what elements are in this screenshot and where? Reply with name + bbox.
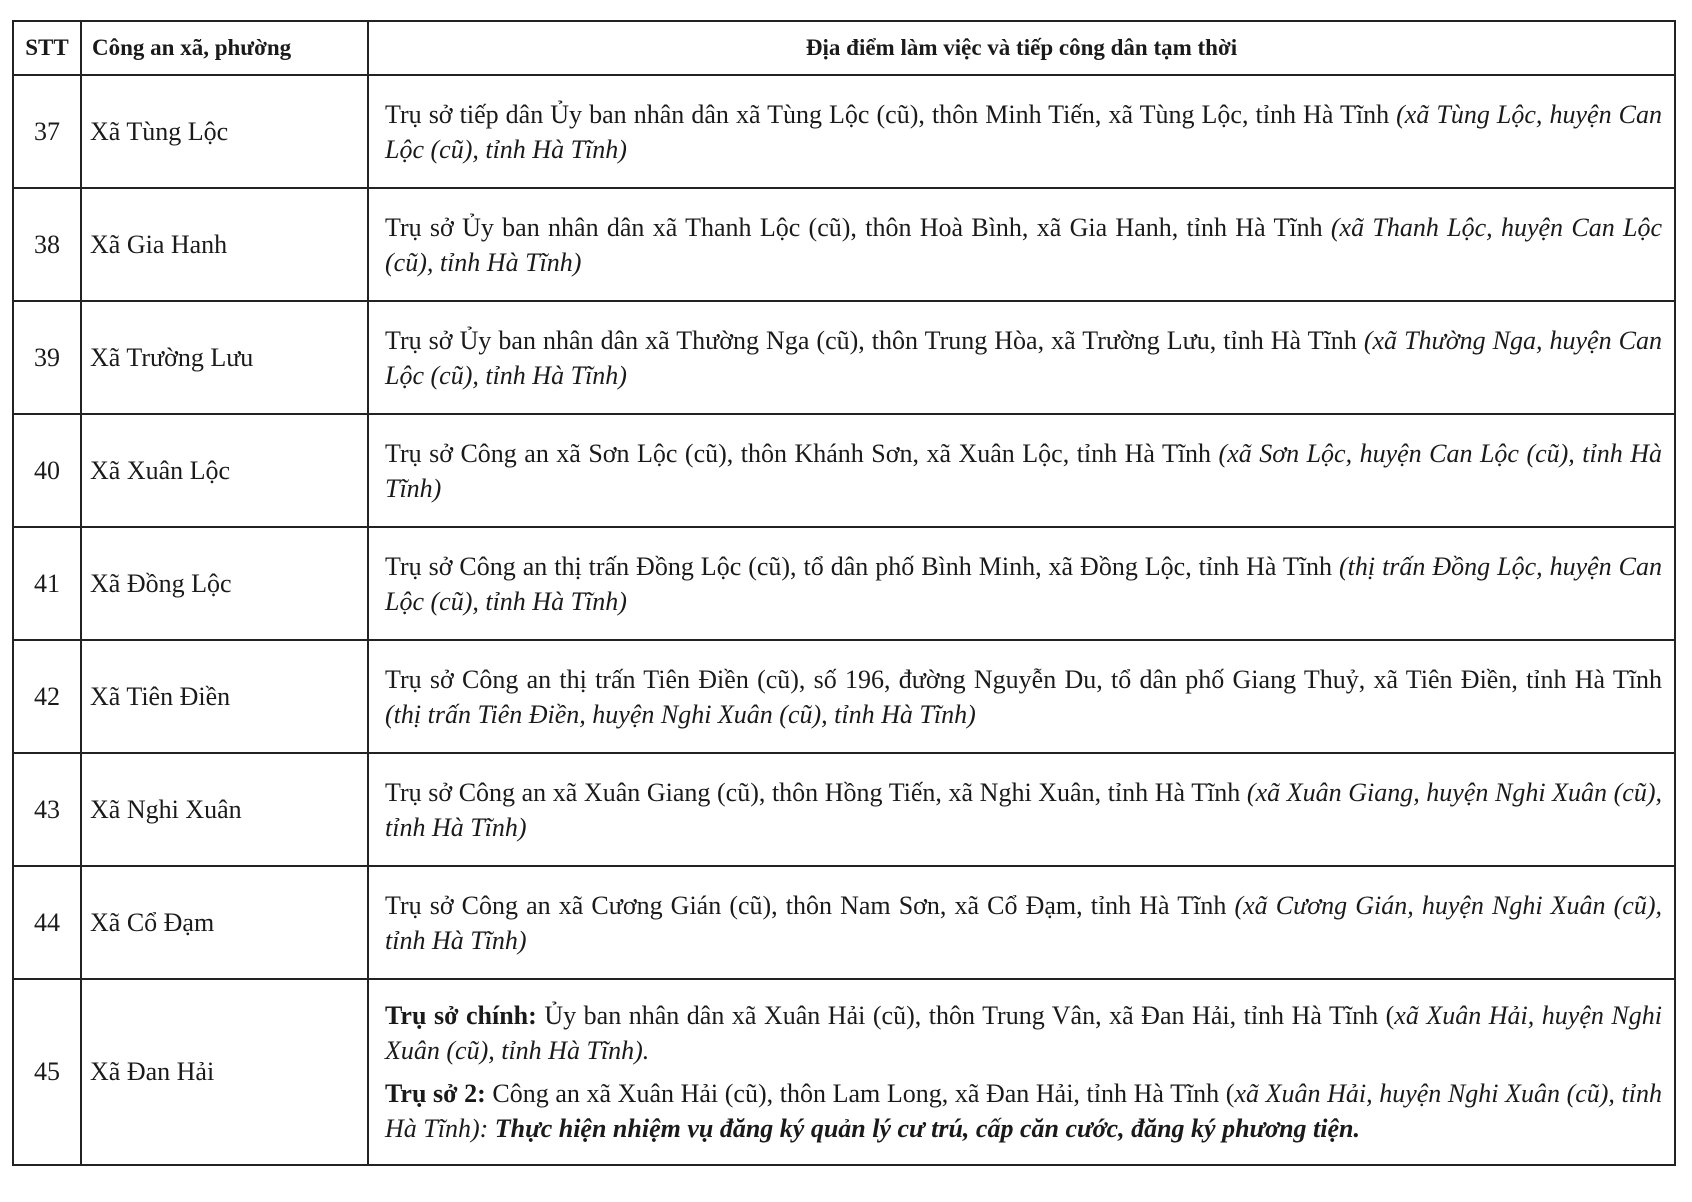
row-stt: 44 [13,866,81,979]
second-office-task: Thực hiện nhiệm vụ đăng ký quản lý cư trú, cấp căn cước, đăng ký phương tiện. [494,1114,1360,1143]
main-office-text: Ủy ban nhân dân xã Xuân Hải (cũ), thôn Trung Vân, xã Đan Hải, tỉnh Hà Tĩnh ( [536,1001,1395,1030]
second-office-text: Công an xã Xuân Hải (cũ), thôn Lam Long, xã Đan Hải, tỉnh Hà Tĩnh ( [485,1079,1235,1108]
address-note: (xã Xuân Giang, huyện Nghi Xuân (cũ), tỉnh Hà Tĩnh) [385,777,1662,842]
row-address [368,753,1675,866]
header-stt: STT [13,21,81,75]
second-office-note: xã Xuân Hải, huyện Nghi Xuân (cũ), tỉnh Hà Tĩnh): [385,1079,1662,1143]
table-header-row [13,21,1675,75]
second-office-label: Trụ sở 2: [385,1079,486,1108]
address-note: (xã Tùng Lộc, huyện Can Lộc (cũ), tỉnh Hà Tĩnh) [385,99,1662,164]
main-office-label: Trụ sở chính: [385,1001,537,1030]
row-unit: Xã Đan Hải [81,979,368,1165]
table-row [13,527,1675,640]
table-row [13,75,1675,188]
address-note: (xã Sơn Lộc, huyện Can Lộc (cũ), tỉnh Hà Tĩnh) [385,438,1662,503]
main-office-note: xã Xuân Hải, huyện Nghi Xuân (cũ), tỉnh Hà Tĩnh). [385,1001,1662,1065]
row-stt: 42 [13,640,81,753]
row-stt: 40 [13,414,81,527]
address-main: Trụ sở Công an xã Cương Gián (cũ), thôn Nam Sơn, xã Cổ Đạm, tỉnh Hà Tĩnh [385,890,1235,920]
row-unit: Xã Gia Hanh [81,188,368,301]
table-row [13,640,1675,753]
row-address [368,640,1675,753]
address-note: (thị trấn Tiên Điền, huyện Nghi Xuân (cũ), tỉnh Hà Tĩnh) [385,699,976,729]
row-stt: 43 [13,753,81,866]
police-location-table [12,20,1676,1166]
address-main: Trụ sở Công an xã Xuân Giang (cũ), thôn Hồng Tiến, xã Nghi Xuân, tỉnh Hà Tĩnh [385,777,1247,807]
row-unit: Xã Đồng Lộc [81,527,368,640]
address-note: (xã Thường Nga, huyện Can Lộc (cũ), tỉnh Hà Tĩnh) [385,325,1662,390]
main-office-paragraph [385,998,1662,1068]
row-address [368,414,1675,527]
row-unit: Xã Cổ Đạm [81,866,368,979]
table-row [13,979,1675,1165]
address-main: Trụ sở Công an xã Sơn Lộc (cũ), thôn Khánh Sơn, xã Xuân Lộc, tỉnh Hà Tĩnh [385,438,1219,468]
header-location: Địa điểm làm việc và tiếp công dân tạm thời [368,21,1675,75]
table-row [13,188,1675,301]
row-unit: Xã Tùng Lộc [81,75,368,188]
address-note: (thị trấn Đồng Lộc, huyện Can Lộc (cũ), tỉnh Hà Tĩnh) [385,551,1662,616]
address-main: Trụ sở tiếp dân Ủy ban nhân dân xã Tùng Lộc (cũ), thôn Minh Tiến, xã Tùng Lộc, tỉnh Hà Tĩnh [385,99,1397,129]
address-main: Trụ sở Công an thị trấn Tiên Điền (cũ), số 196, đường Nguyễn Du, tổ dân phố Giang Thuỷ, xã Tiên Điền, tỉnh Hà Tĩnh [385,664,1662,694]
address-note: (xã Thanh Lộc, huyện Can Lộc (cũ), tỉnh Hà Tĩnh) [385,212,1663,277]
address-main: Trụ sở Ủy ban nhân dân xã Thường Nga (cũ), thôn Trung Hòa, xã Trường Lưu, tỉnh Hà Tĩnh [385,325,1364,355]
table-row [13,301,1675,414]
row-stt: 45 [13,979,81,1165]
row-address [368,75,1675,188]
address-main: Trụ sở Ủy ban nhân dân xã Thanh Lộc (cũ), thôn Hoà Bình, xã Gia Hanh, tỉnh Hà Tĩnh [385,212,1331,242]
row-unit: Xã Nghi Xuân [81,753,368,866]
second-office-paragraph [385,1076,1662,1146]
row-address [368,301,1675,414]
table-row [13,414,1675,527]
row-stt: 41 [13,527,81,640]
address-main: Trụ sở Công an thị trấn Đồng Lộc (cũ), tổ dân phố Bình Minh, xã Đồng Lộc, tỉnh Hà Tĩnh [385,551,1339,581]
row-address [368,188,1675,301]
table-row [13,753,1675,866]
header-unit: Công an xã, phường [81,21,368,75]
row-address [368,527,1675,640]
row-address [368,866,1675,979]
row-stt: 37 [13,75,81,188]
row-unit: Xã Trường Lưu [81,301,368,414]
table-row [13,866,1675,979]
row-unit: Xã Xuân Lộc [81,414,368,527]
row-address [368,979,1675,1165]
row-unit: Xã Tiên Điền [81,640,368,753]
row-stt: 39 [13,301,81,414]
address-note: (xã Cương Gián, huyện Nghi Xuân (cũ), tỉnh Hà Tĩnh) [385,890,1662,955]
row-stt: 38 [13,188,81,301]
